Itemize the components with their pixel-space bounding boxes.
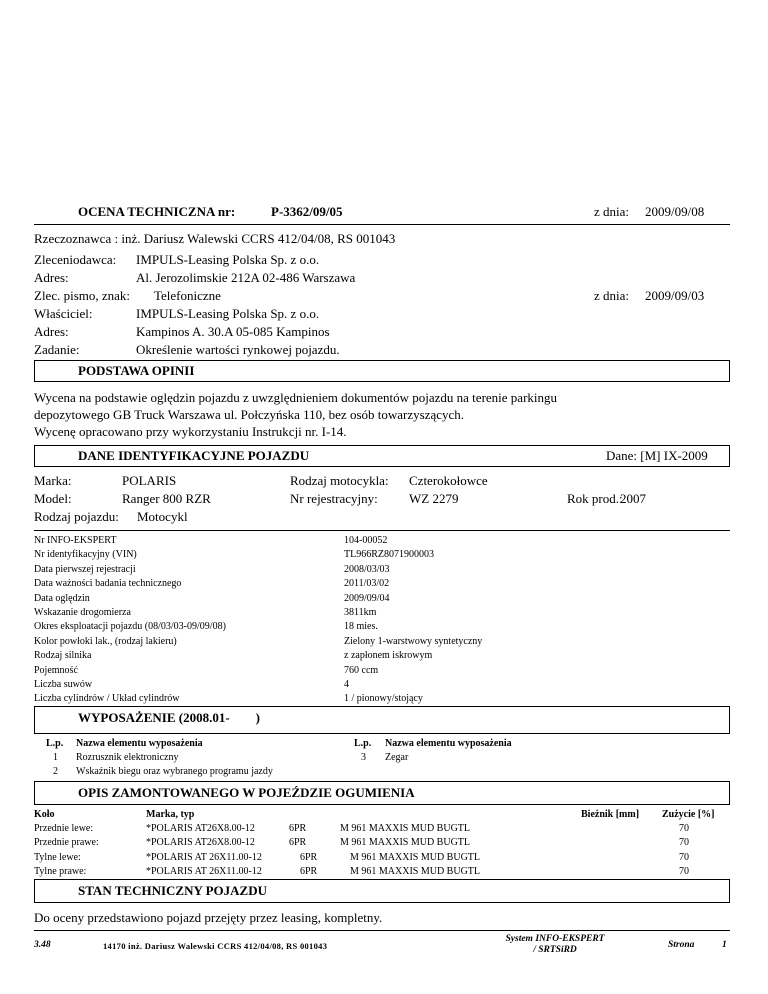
tire-pr: 6PR: [300, 851, 318, 863]
footer-version: 3.48: [34, 940, 51, 950]
report-title: OCENA TECHNICZNA nr:: [78, 204, 236, 219]
detail-value: z zapłonem iskrowym: [344, 650, 433, 662]
tires-wear: [679, 822, 689, 880]
model-value: Ranger 800 RZR: [122, 491, 211, 506]
make-label: Marka:: [34, 473, 72, 488]
owner-address-value: Kampinos A. 30.A 05-085 Kampinos: [136, 324, 330, 339]
tires-wheels: [34, 822, 99, 880]
detail-label: Data ważności badania technicznego: [34, 578, 182, 590]
tire-wear: 70: [679, 866, 689, 878]
tires-col-wheel: Koło: [34, 809, 55, 820]
tire-wheel: Tylne prawe:: [34, 866, 87, 878]
tire-wear: 70: [679, 837, 689, 849]
footer-author: 14170 inż. Dariusz Walewski CCRS 412/04/08, RS 001043: [103, 941, 328, 951]
detail-label: Data pierwszej rejestracji: [34, 563, 136, 575]
equipment-item: Wskaźnik biegu oraz wybranego programu jazdy: [76, 766, 273, 777]
detail-value: 104-00052: [344, 535, 388, 546]
moto-type-value: Czterokołowce: [409, 473, 488, 488]
detail-value: 18 mies.: [344, 621, 378, 633]
owner-value: IMPULS-Leasing Polska Sp. z o.o.: [136, 306, 320, 321]
client-address-label: Adres:: [34, 270, 69, 285]
client-value: IMPULS-Leasing Polska Sp. z o.o.: [136, 252, 320, 267]
tires-col-wear: Zużycie [%]: [662, 809, 715, 820]
tires-col-tread: Bieżnik [mm]: [581, 809, 640, 820]
order-date-label: z dnia:: [594, 288, 630, 303]
footer-system: [495, 934, 615, 956]
moto-type-label: Rodzaj motocykla:: [290, 473, 389, 488]
detail-value: 2008/03/03: [344, 563, 390, 575]
equipment-name-header: Nazwa elementu wyposażenia: [76, 738, 203, 749]
tire-pr: 6PR: [289, 823, 307, 834]
tires-sizes: [146, 822, 262, 880]
tires-heading: OPIS ZAMONTOWANEGO W POJEŹDZIE OGUMIENIA: [78, 785, 415, 800]
order-date: 2009/09/03: [645, 288, 705, 303]
detail-value: 3811km: [344, 607, 377, 619]
model-label: Model:: [34, 491, 72, 506]
detail-value: Zielony 1-warstwowy syntetyczny: [344, 635, 483, 647]
make-value: POLARIS: [122, 473, 177, 488]
detail-label: Kolor powłoki lak., (rodzaj lakieru): [34, 635, 177, 647]
tire-model: M 961 MAXXIS MUD BUGTL: [340, 823, 471, 834]
ident-heading: DANE IDENTYFIKACYJNE POJAZDU: [78, 448, 310, 463]
detail-label: Liczba suwów: [34, 679, 93, 691]
footer-page-number: 1: [722, 940, 727, 950]
tire-wear: 70: [679, 851, 689, 863]
detail-label: Data oględzin: [34, 592, 90, 604]
basis-line-2: depozytowego GB Truck Warszawa ul. Połczyńska 110, bez osób towarzyszących.: [34, 407, 465, 422]
condition-heading: STAN TECHNICZNY POJAZDU: [78, 883, 268, 898]
year-label: Rok prod.:: [567, 491, 623, 506]
order-letter-label: Zlec. pismo, znak:: [34, 288, 131, 303]
equipment-lp: 2: [53, 766, 58, 777]
detail-value: 4: [344, 679, 349, 691]
owner-address-label: Adres:: [34, 324, 69, 339]
detail-value: 2009/09/04: [344, 592, 390, 604]
year-value: 2007: [620, 491, 646, 506]
footer-page-label: Strona: [668, 940, 695, 950]
detail-label: Nr INFO-EKSPERT: [34, 535, 117, 546]
tire-model: M 961 MAXXIS MUD BUGTL: [340, 837, 471, 849]
tire-pr: 6PR: [289, 837, 307, 849]
equipment-item: Rozrusznik elektroniczny: [76, 752, 179, 763]
details-labels: [34, 534, 226, 707]
kind-label: Rodzaj pojazdu:: [34, 509, 119, 524]
basis-line-3: Wycenę opracowano przy wykorzystaniu Instrukcji nr. I-14.: [34, 424, 347, 439]
tire-wheel: Przednie lewe:: [34, 823, 94, 834]
details-values: [344, 534, 482, 707]
client-label: Zleceniodawca:: [34, 252, 117, 267]
client-address-value: Al. Jerozolimskie 212A 02-486 Warszawa: [136, 270, 356, 285]
detail-label: Nr identyfikacyjny (VIN): [34, 549, 137, 561]
report-date: 2009/09/08: [645, 204, 705, 219]
footer-system-line-1: System INFO-EKSPERT: [505, 934, 605, 944]
task-value: Określenie wartości rynkowej pojazdu.: [136, 342, 340, 357]
detail-label: Okres eksploatacji pojazdu (08/03/03-09/09/08): [34, 621, 226, 633]
report-date-label: z dnia:: [594, 204, 630, 219]
equipment-lp: 1: [53, 752, 58, 763]
kind-value: Motocykl: [137, 509, 188, 524]
detail-value: 2011/03/02: [344, 578, 390, 590]
detail-label: Wskazanie drogomierza: [34, 607, 131, 619]
detail-label: Liczba cylindrów / Układ cylindrów: [34, 693, 180, 705]
equipment-lp: 3: [361, 752, 366, 763]
detail-value: TL966RZ8071900003: [344, 549, 434, 561]
tire-wheel: Tylne lewe:: [34, 851, 81, 863]
report-number: P-3362/09/05: [271, 204, 343, 219]
basis-line-1: Wycena na podstawie oględzin pojazdu z uwzględnieniem dokumentów pojazdu na terenie parkingu: [34, 390, 558, 405]
equipment-heading: WYPOSAŻENIE (2008.01- ): [78, 710, 261, 725]
equipment-item: Zegar: [385, 752, 409, 763]
tire-size: *POLARIS AT 26X11.00-12: [146, 851, 262, 863]
tire-size: *POLARIS AT 26X11.00-12: [146, 866, 262, 878]
tires-col-make: Marka, typ: [146, 809, 195, 820]
tire-size: *POLARIS AT26X8.00-12: [146, 823, 255, 834]
tire-model: M 961 MAXXIS MUD BUGTL: [350, 866, 481, 878]
tire-model: M 961 MAXXIS MUD BUGTL: [350, 851, 481, 863]
condition-text: Do oceny przedstawiono pojazd przejęty przez leasing, kompletny.: [34, 910, 383, 925]
appraiser: Rzeczoznawca : inż. Dariusz Walewski CCRS 412/04/08, RS 001043: [34, 231, 396, 246]
equipment-name-header-2: Nazwa elementu wyposażenia: [385, 738, 512, 749]
reg-value: WZ 2279: [409, 491, 459, 506]
detail-value: 760 ccm: [344, 664, 379, 676]
tire-pr: 6PR: [300, 866, 318, 878]
tire-size: *POLARIS AT26X8.00-12: [146, 837, 255, 849]
basis-heading: PODSTAWA OPINII: [78, 363, 195, 378]
footer-rule: [34, 930, 730, 931]
header-rule: [34, 224, 730, 225]
ident-rule: [34, 530, 730, 531]
ident-data-source: Dane: [M] IX-2009: [606, 448, 708, 463]
order-letter-value: Telefoniczne: [154, 288, 221, 303]
detail-value: 1 / pionowy/stojący: [344, 693, 423, 705]
equipment-lp-header-2: L.p.: [354, 738, 372, 749]
equipment-lp-header: L.p.: [46, 738, 64, 749]
tire-wheel: Przednie prawe:: [34, 837, 99, 849]
detail-label: Pojemność: [34, 664, 78, 676]
reg-label: Nr rejestracyjny:: [290, 491, 378, 506]
detail-label: Rodzaj silnika: [34, 650, 92, 662]
owner-label: Właściciel:: [34, 306, 93, 321]
task-label: Zadanie:: [34, 342, 80, 357]
footer-system-line-2: / SRTSiRD: [533, 945, 577, 955]
tire-wear: 70: [679, 823, 689, 834]
